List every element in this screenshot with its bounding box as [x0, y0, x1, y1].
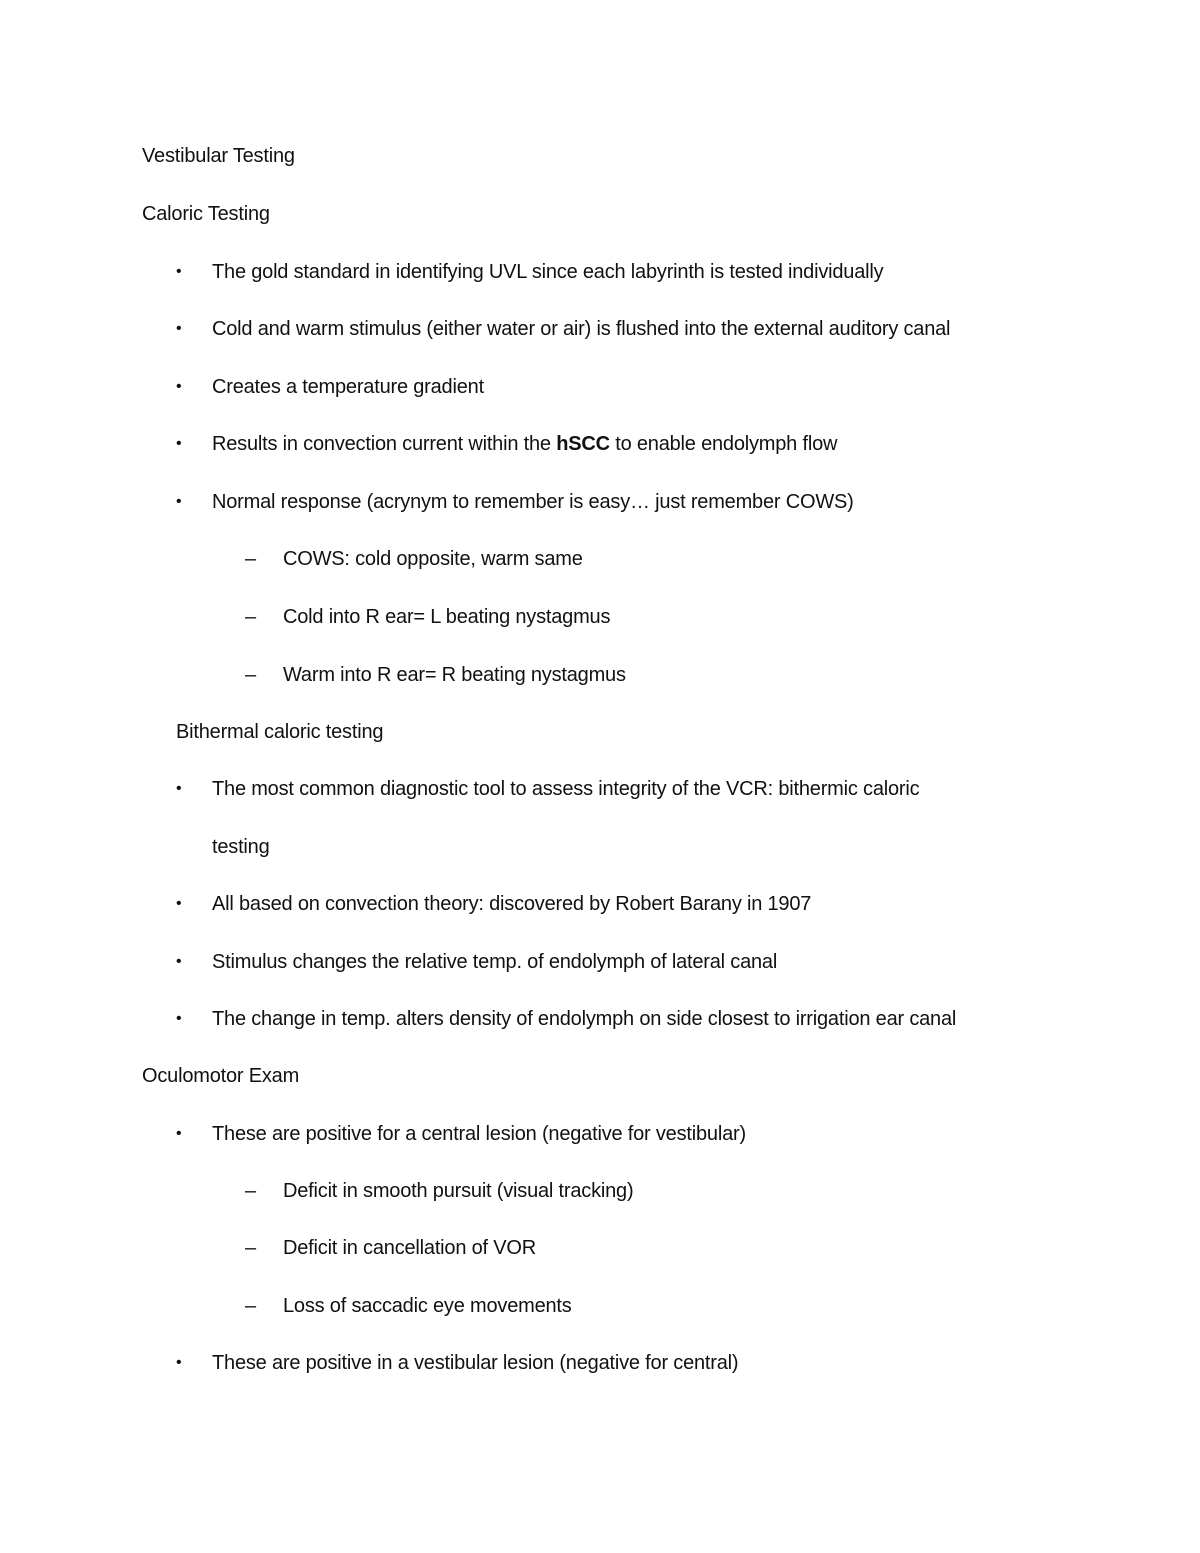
list-item: These are positive for a central lesion (negative for vestibular): [212, 1123, 746, 1145]
bullet-icon: •: [176, 895, 182, 912]
list-item-bold-text: hSCC: [556, 433, 610, 455]
list-item: Normal response (acrynym to remember is easy… just remember COWS): [212, 491, 854, 513]
section-heading-caloric: Caloric Testing: [142, 203, 270, 225]
list-item: The gold standard in identifying UVL since each labyrinth is tested individually: [212, 261, 884, 283]
sub-list-item: Cold into R ear= L beating nystagmus: [283, 606, 611, 628]
list-item: Cold and warm stimulus (either water or air) is flushed into the external auditory canal: [212, 318, 951, 340]
sub-list-item: Deficit in smooth pursuit (visual tracking): [283, 1180, 634, 1202]
bullet-icon: •: [176, 953, 182, 970]
bullet-icon: •: [176, 780, 182, 797]
list-item: All based on convection theory: discovered by Robert Barany in 1907: [212, 893, 812, 915]
bullet-icon: •: [176, 378, 182, 395]
dash-icon: –: [245, 548, 257, 570]
list-item-text: to enable endolymph flow: [609, 433, 838, 455]
list-item-continuation: testing: [212, 836, 270, 858]
list-item-text: Results in convection current within the: [212, 433, 557, 455]
dash-icon: –: [245, 664, 257, 686]
bullet-icon: •: [176, 1125, 182, 1142]
dash-icon: –: [245, 606, 257, 628]
dash-icon: –: [245, 1295, 257, 1317]
sub-list-item: COWS: cold opposite, warm same: [283, 548, 583, 570]
section-heading-oculomotor: Oculomotor Exam: [142, 1065, 300, 1087]
bullet-icon: •: [176, 263, 182, 280]
list-item: The change in temp. alters density of endolymph on side closest to irrigation ear canal: [212, 1008, 957, 1030]
list-item: Stimulus changes the relative temp. of endolymph of lateral canal: [212, 951, 778, 973]
sub-list-item: Loss of saccadic eye movements: [283, 1295, 572, 1317]
sub-list-item: Warm into R ear= R beating nystagmus: [283, 664, 626, 686]
section-heading-bithermal: Bithermal caloric testing: [176, 721, 384, 743]
bullet-icon: •: [176, 435, 182, 452]
bullet-icon: •: [176, 320, 182, 337]
list-item: Creates a temperature gradient: [212, 376, 484, 398]
list-item: The most common diagnostic tool to assess integrity of the VCR: bithermic caloric: [212, 778, 920, 800]
list-item: [212, 432, 837, 456]
sub-list-item: Deficit in cancellation of VOR: [283, 1237, 537, 1259]
document-title: Vestibular Testing: [142, 145, 295, 167]
dash-icon: –: [245, 1237, 257, 1259]
bullet-icon: •: [176, 1010, 182, 1027]
bullet-icon: •: [176, 1354, 182, 1371]
dash-icon: –: [245, 1180, 257, 1202]
bullet-icon: •: [176, 493, 182, 510]
list-item: These are positive in a vestibular lesion (negative for central): [212, 1352, 739, 1374]
